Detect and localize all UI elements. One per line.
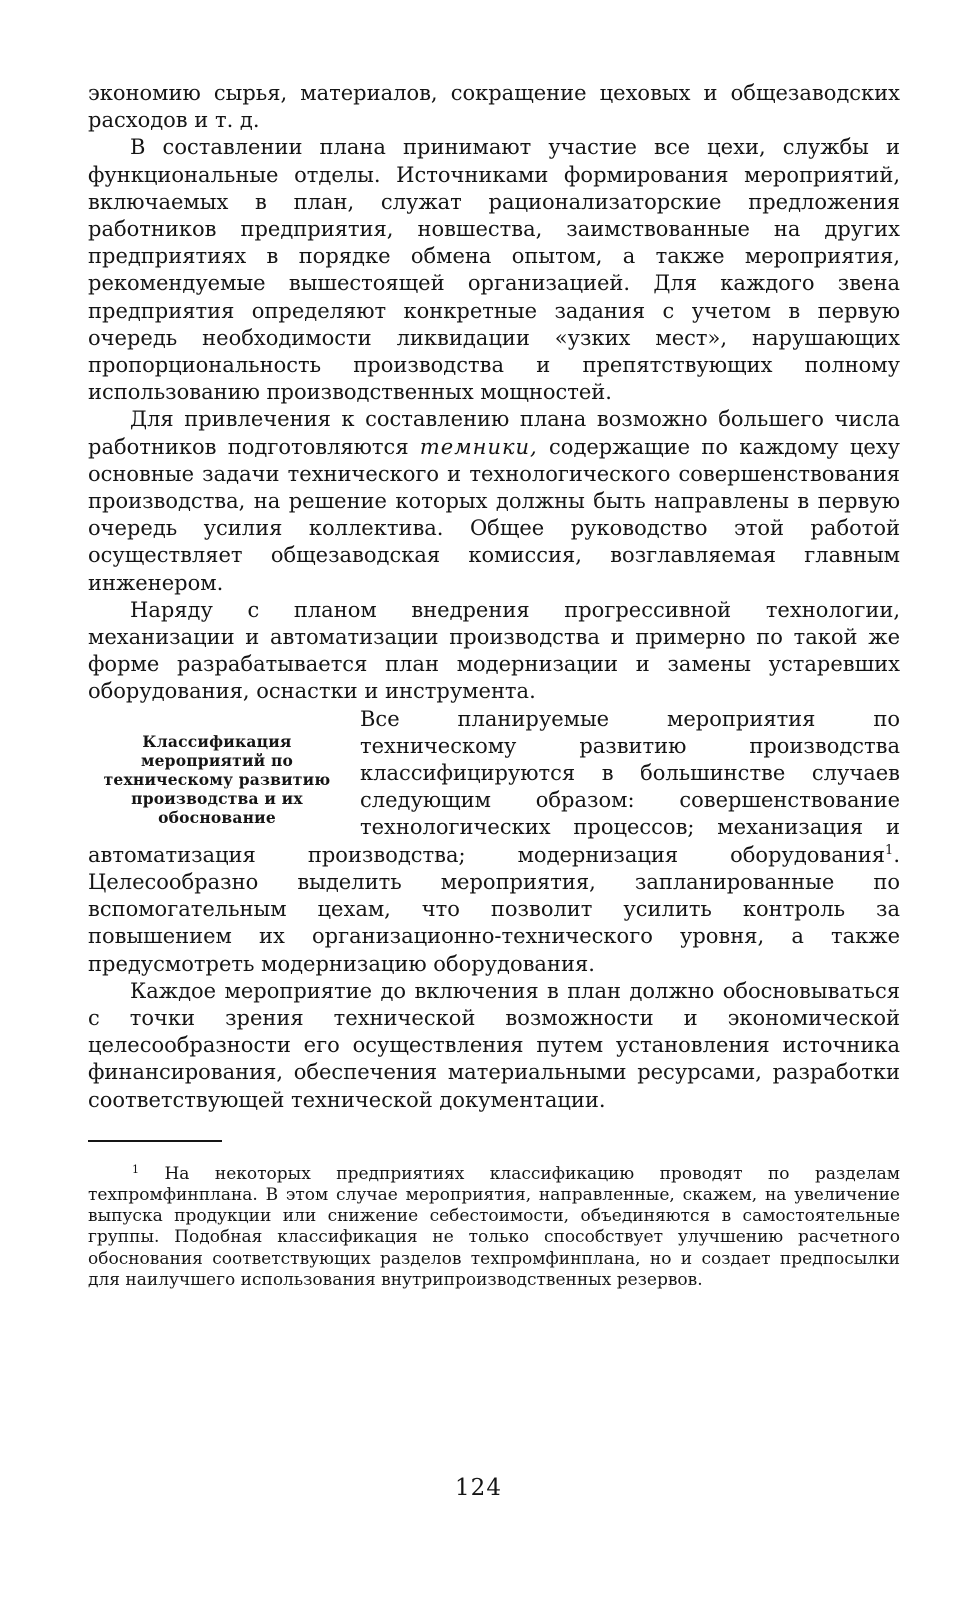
paragraph-3 [88, 406, 900, 596]
paragraph-3-start: Для привлечения к составлению плана возможно большего числа работников подготовляются [88, 407, 900, 459]
page-body [88, 80, 900, 1291]
paragraph-4: Наряду с планом внедрения прогрессивной технологии, механизации и автоматизации производства и примерно по такой же форме разрабатывается план модернизации и замены устаревших оборудования, оснастки и инструмента. [88, 597, 900, 704]
paragraph-3-end: содержащие по каждому цеху основные задачи технического и технологического совершенствования производства, на решение которых должны быть направлены в первую очередь усилия коллектива. Общее руководство этой работой осуществляет общезаводская комиссия, возглавляемая главным инженером. [88, 434, 900, 595]
footnote-reference: 1 [885, 842, 894, 858]
italic-term: темники, [419, 434, 538, 459]
paragraph-6: Каждое мероприятие до включения в план должно обосновываться с точки зрения технической возможности и экономической целесообразности его осуществления путем установления источника финансирования, обеспечения материальными ресурсами, разработки соответствующей технической документации. [88, 978, 900, 1112]
paragraph-5-end: . Целесообразно выделить мероприятия, запланированные по вспомогательным цехам, что позволит усилить контроль за повышением их организационно-технического уровня, а также предусмотреть модернизацию оборудования. [88, 842, 900, 976]
page-number: 124 [455, 1475, 502, 1501]
footnote-divider [88, 1140, 222, 1142]
footnote [88, 1164, 900, 1291]
side-heading: Классификация мероприятий по техническому развитию производства и их обоснование [103, 731, 331, 827]
footnote-mark: 1 [132, 1162, 139, 1176]
footnote-text: На некоторых предприятиях классификацию проводят по разделам техпромфинплана. В этом случае мероприятия, направленные, скажем, на увеличение выпуска продукции или снижение себестоимости, объединяются в самостоятельные группы. Подобная классификация не только способствует улучшению расчетного обоснования соответствующих разделов техпромфинплана, но и создает предпосылки для наилучшего использования внутрипроизводственных резервов. [88, 1163, 900, 1290]
paragraph-1: экономию сырья, материалов, сокращение цеховых и общезаводских расходов и т. д. [88, 81, 900, 133]
paragraph-2: В составлении плана принимают участие все цехи, службы и функциональные отделы. Источниками формирования мероприятий, включаемых в план, служат рационализаторские предложения работников предприятия, новшества, заимствованные на других предприятиях в порядке обмена опытом, а также мероприятия, рекомендуемые вышестоящей организацией. Для каждого звена предприятия определяют конкретные задания с учетом в первую очередь необходимости ликвидации «узких мест», нарушающих пропорциональность производства и препятствующих полному использованию производственных мощностей. [88, 135, 900, 405]
paragraph-5-start: Все планируемые мероприятия по техническому развитию производства классифицируются в большинстве случаев следующим образом: совершенствование технологических процессов; механизация и автоматизация производства; модернизация оборудования [88, 706, 900, 867]
